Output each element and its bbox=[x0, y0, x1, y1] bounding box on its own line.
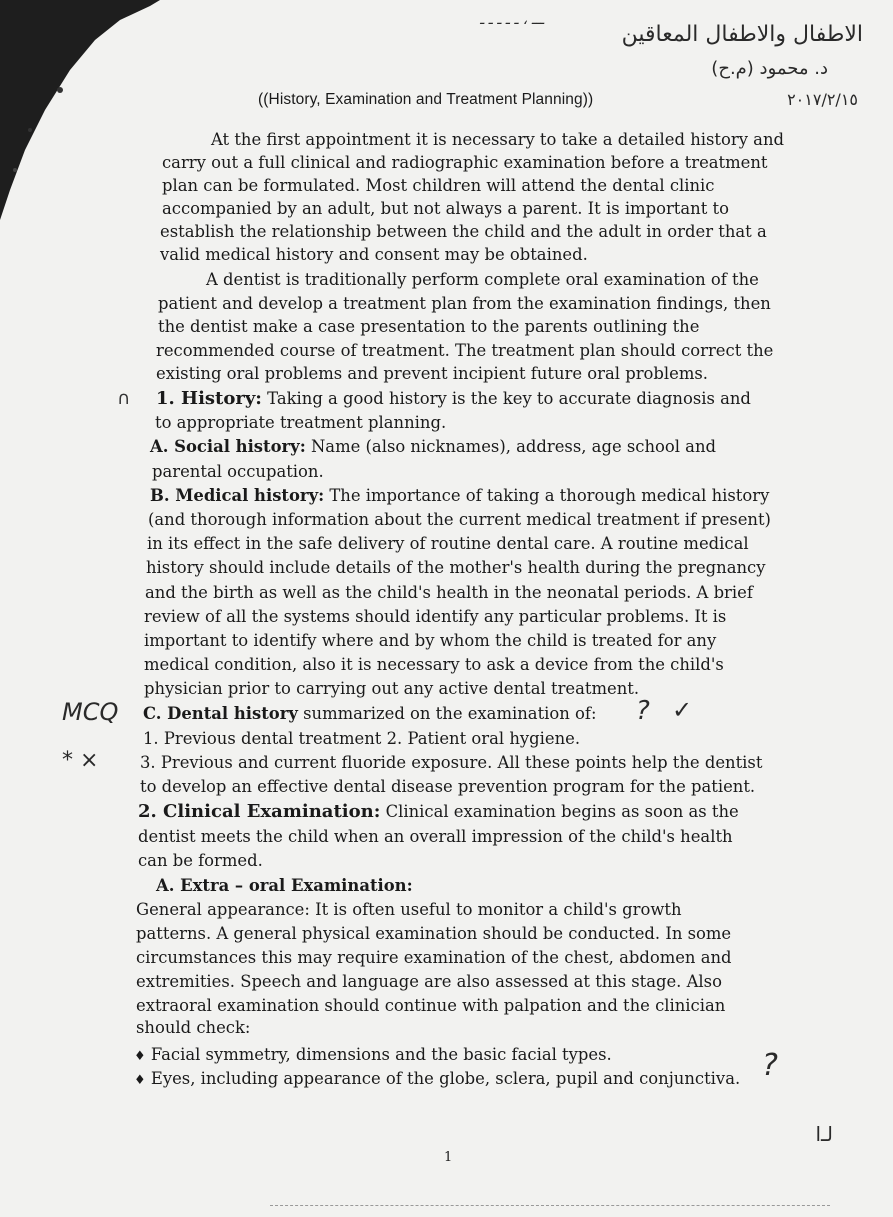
handwritten-arabic-note-1: الاطفال والاطفال المعاقين bbox=[621, 22, 863, 47]
text-line: accompanied by an adult, but not always a parent. It is important to bbox=[162, 199, 729, 218]
medical-history-line bbox=[150, 486, 769, 506]
margin-note-mcq: MCQ bbox=[62, 698, 119, 726]
text-line: 1. Previous dental treatment 2. Patient oral hygiene. bbox=[143, 729, 581, 748]
text-line: At the first appointment it is necessary to take a detailed history and bbox=[211, 130, 784, 149]
bullet-diamond-icon: ♦ bbox=[134, 1073, 146, 1088]
text-line: history should include details of the mother's health during the pregnancy bbox=[146, 558, 766, 577]
text-line: dentist meets the child when an overall impression of the child's health bbox=[138, 827, 733, 846]
text-line: in its effect in the safe delivery of routine dental care. A routine medical bbox=[147, 534, 749, 553]
text-line: to develop an effective dental disease prevention program for the patient. bbox=[140, 777, 756, 796]
handwritten-question-mark: ? bbox=[636, 696, 650, 726]
text-line: patterns. A general physical examination should be conducted. In some bbox=[136, 924, 732, 943]
history-text: Taking a good history is the key to accurate diagnosis and bbox=[267, 389, 751, 408]
social-history-text: Name (also nicknames), address, age school and bbox=[310, 437, 717, 456]
handwritten-end-question-mark: ? bbox=[762, 1048, 778, 1083]
text-line: existing oral problems and prevent incipient future oral problems. bbox=[156, 364, 709, 383]
text-line: (and thorough information about the current medical treatment if present) bbox=[148, 510, 771, 529]
handwritten-arabic-note-3: ٢٠١٧/٢/١٥ bbox=[787, 90, 858, 109]
margin-circle-mark: ∩ bbox=[117, 388, 131, 409]
text-line: the dentist make a case presentation to the parents outlining the bbox=[158, 317, 700, 336]
text-line: recommended course of treatment. The treatment plan should correct the bbox=[156, 341, 774, 360]
heading-extra-oral-examination: A. Extra – oral Examination: bbox=[156, 876, 413, 895]
heading-social-history: A. Social history: bbox=[150, 437, 306, 456]
text-line: General appearance: It is often useful to monitor a child's growth bbox=[136, 900, 682, 919]
history-line bbox=[156, 389, 751, 409]
bullet-text: Facial symmetry, dimensions and the basic facial types. bbox=[150, 1045, 612, 1064]
clinical-examination-line bbox=[138, 802, 739, 822]
text-line: can be formed. bbox=[138, 851, 263, 870]
bullet-item bbox=[134, 1069, 740, 1091]
text-line: plan can be formulated. Most children will attend the dental clinic bbox=[162, 176, 715, 195]
text-line: patient and develop a treatment plan from the examination findings, then bbox=[158, 294, 771, 313]
heading-dental-history: C. Dental history bbox=[143, 704, 298, 723]
heading-clinical-examination: 2. Clinical Examination: bbox=[138, 801, 381, 822]
heading-medical-history: B. Medical history: bbox=[150, 486, 325, 505]
text-line: A dentist is traditionally perform complete oral examination of the bbox=[206, 270, 759, 289]
page-title: ((History, Examination and Treatment Planning)) bbox=[258, 91, 594, 108]
text-line: and the birth as well as the child's health in the neonatal periods. A brief bbox=[145, 583, 753, 602]
text-line: establish the relationship between the child and the adult in order that a bbox=[160, 222, 767, 241]
text-line: physician prior to carrying out any active dental treatment. bbox=[144, 679, 640, 698]
text-line: valid medical history and consent may be obtained. bbox=[160, 245, 588, 264]
top-scribble: ـــ ، ـ ـ ـ ـ ـ bbox=[480, 12, 545, 28]
social-history-line bbox=[150, 437, 716, 457]
text-line: circumstances this may require examination of the chest, abdomen and bbox=[136, 948, 732, 967]
dental-history-text: summarized on the examination of: bbox=[303, 704, 597, 723]
clinical-examination-text: Clinical examination begins as soon as the bbox=[385, 802, 739, 821]
heading-history: 1. History: bbox=[156, 388, 262, 409]
handwritten-check-mark: ✓ bbox=[672, 696, 693, 724]
text-line: parental occupation. bbox=[152, 462, 324, 481]
bottom-dashed-rule bbox=[270, 1205, 830, 1206]
dental-history-line bbox=[143, 704, 596, 724]
scan-shadow-corner bbox=[0, 0, 160, 220]
text-line: extraoral examination should continue with palpation and the clinician bbox=[136, 996, 726, 1015]
text-line: important to identify where and by whom the child is treated for any bbox=[144, 631, 717, 650]
handwritten-bottom-right-note: ﻟـﺍ bbox=[815, 1122, 833, 1146]
text-line: should check: bbox=[136, 1018, 251, 1037]
text-line: review of all the systems should identify any particular problems. It is bbox=[144, 607, 727, 626]
extra-oral-heading-line bbox=[156, 876, 413, 896]
handwritten-arabic-note-2: د. محمود (م.ح) bbox=[711, 58, 828, 79]
bullet-text: Eyes, including appearance of the globe, sclera, pupil and conjunctiva. bbox=[150, 1069, 741, 1088]
margin-note-star: * × bbox=[62, 748, 99, 773]
bullet-item bbox=[134, 1045, 612, 1067]
bullet-diamond-icon: ♦ bbox=[134, 1049, 146, 1064]
text-line: carry out a full clinical and radiographic examination before a treatment bbox=[162, 153, 768, 172]
text-line: medical condition, also it is necessary to ask a device from the child's bbox=[144, 655, 724, 674]
text-line: to appropriate treatment planning. bbox=[155, 413, 447, 432]
page-number: 1 bbox=[444, 1150, 453, 1165]
text-line: 3. Previous and current fluoride exposure. All these points help the dentist bbox=[140, 753, 763, 772]
text-line: extremities. Speech and language are also assessed at this stage. Also bbox=[136, 972, 722, 991]
medical-history-text: The importance of taking a thorough medical history bbox=[329, 486, 770, 505]
